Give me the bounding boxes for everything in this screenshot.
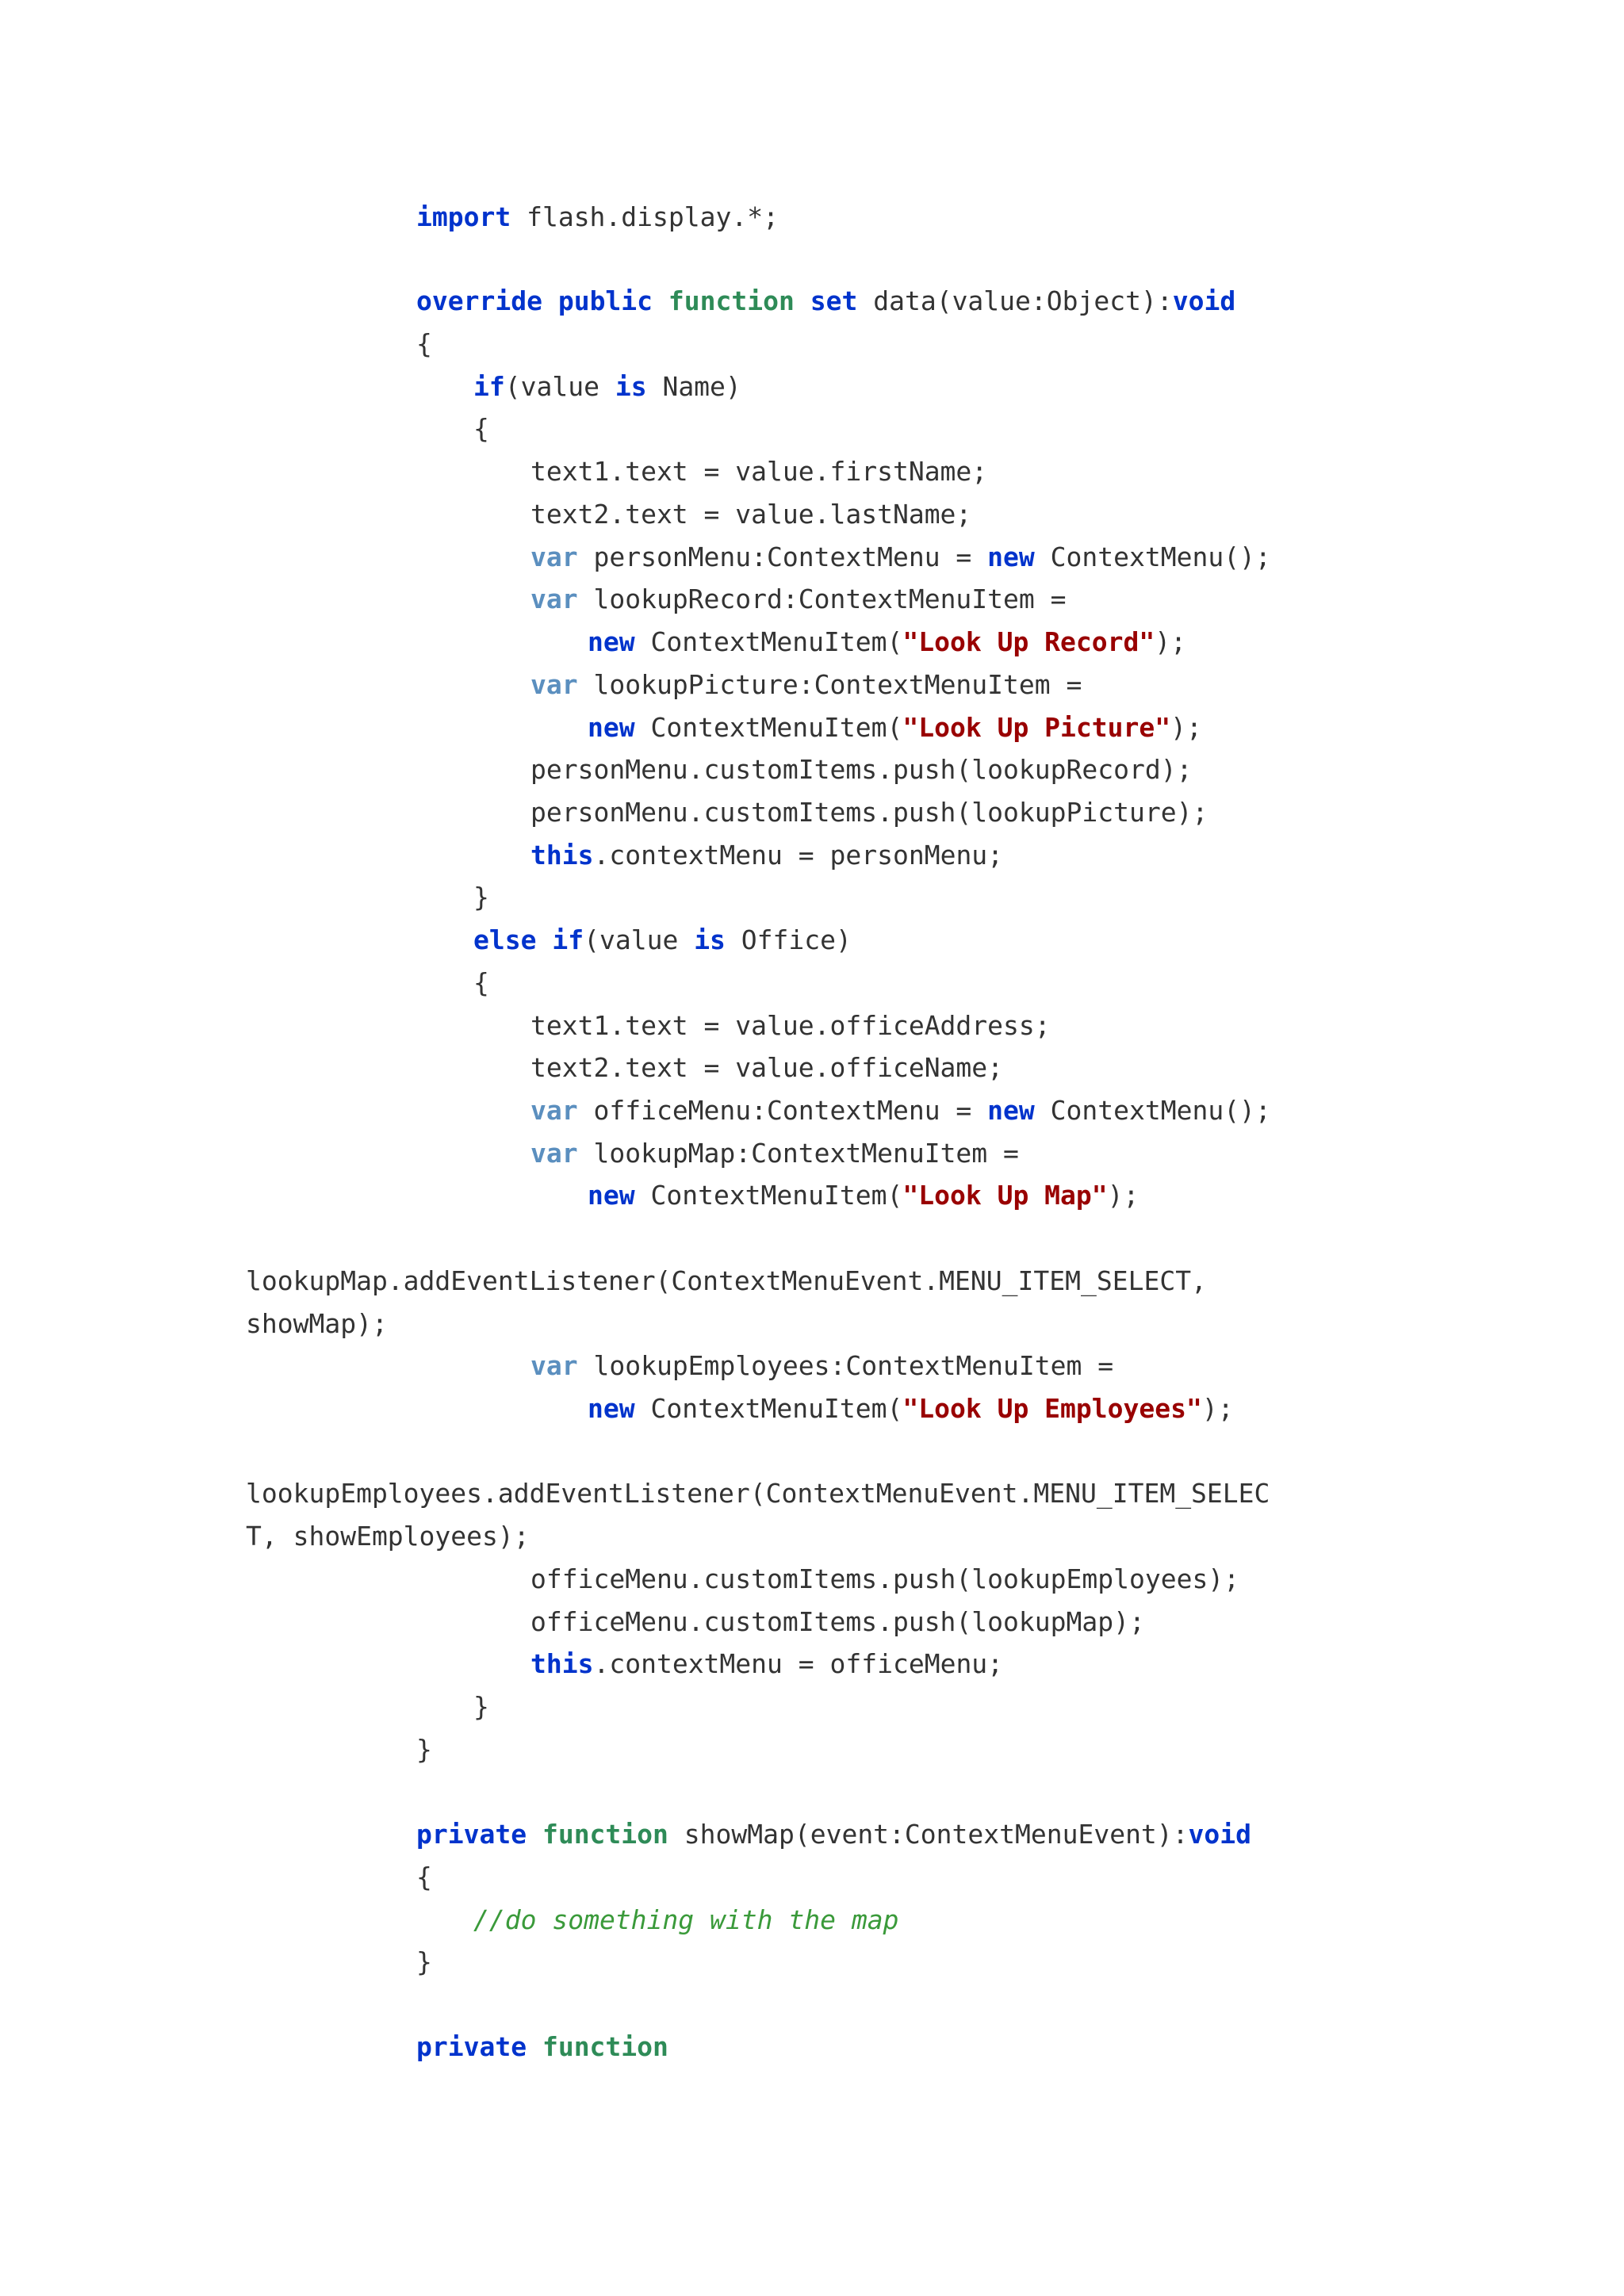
- code-keyword: function: [542, 2031, 668, 2062]
- code-line: [246, 1264, 1207, 1299]
- code-keyword: var: [530, 1350, 578, 1381]
- code-keyword: function: [668, 285, 795, 316]
- code-line: [530, 1605, 1145, 1640]
- code-keyword: var: [530, 541, 578, 572]
- code-text: ContextMenuItem(: [634, 1393, 903, 1424]
- code-string: "Look Up Map": [902, 1180, 1108, 1211]
- code-text: [795, 285, 810, 316]
- code-keyword: private: [416, 2031, 527, 2062]
- code-keyword: this: [530, 840, 594, 871]
- code-text: text2.text = value.officeName;: [530, 1052, 1004, 1083]
- code-text: lookupEmployees:ContextMenuItem =: [577, 1350, 1114, 1381]
- code-line: [473, 411, 489, 446]
- code-line: [530, 1136, 1019, 1171]
- code-line: [416, 1732, 432, 1767]
- code-text: );: [1170, 712, 1202, 743]
- code-line: [246, 1519, 530, 1554]
- code-line: [416, 1860, 432, 1895]
- code-text: }: [416, 1946, 432, 1977]
- code-line: [473, 966, 489, 1001]
- code-text: {: [473, 413, 489, 444]
- code-text: officeMenu.customItems.push(lookupMap);: [530, 1606, 1145, 1637]
- code-keyword: new: [588, 1393, 635, 1424]
- code-line: [473, 369, 741, 404]
- code-text: );: [1201, 1393, 1234, 1424]
- code-text: personMenu.customItems.push(lookupPicture);: [530, 797, 1208, 828]
- code-text: T, showEmployees);: [246, 1521, 530, 1552]
- code-text: {: [416, 1862, 432, 1892]
- code-text: [542, 285, 558, 316]
- code-text: (value: [504, 371, 615, 402]
- code-keyword: override: [416, 285, 542, 316]
- code-line: [588, 1391, 1234, 1426]
- code-string: "Look Up Employees": [902, 1393, 1202, 1424]
- code-line: [416, 200, 779, 235]
- code-text: [536, 924, 552, 955]
- code-keyword: is: [615, 371, 647, 402]
- code-text: );: [1155, 626, 1187, 657]
- code-line: [473, 880, 489, 915]
- code-line: [588, 710, 1202, 745]
- code-line: [246, 1307, 388, 1341]
- code-line: [530, 1050, 1003, 1085]
- code-text: [653, 285, 668, 316]
- code-keyword: new: [987, 541, 1035, 572]
- code-text: {: [416, 328, 432, 359]
- code-line: [530, 582, 1067, 617]
- code-keyword: void: [1172, 285, 1236, 316]
- code-text: );: [1107, 1180, 1139, 1211]
- code-text: lookupMap.addEventListener(ContextMenuEvent.MENU_ITEM_SELECT,: [246, 1265, 1207, 1296]
- code-line: [530, 1093, 1271, 1128]
- code-comment: //do something with the map: [473, 1904, 899, 1935]
- code-text: .contextMenu = personMenu;: [593, 840, 1004, 871]
- code-keyword: void: [1188, 1819, 1252, 1850]
- code-text: ContextMenu();: [1034, 1095, 1271, 1126]
- code-text: showMap);: [246, 1308, 388, 1339]
- code-text: ContextMenuItem(: [634, 1180, 903, 1211]
- code-text: lookupRecord:ContextMenuItem =: [577, 584, 1067, 614]
- code-text: (value: [584, 924, 695, 955]
- code-line: [246, 1476, 1270, 1511]
- code-keyword: private: [416, 1819, 527, 1850]
- code-line: [473, 1903, 898, 1938]
- code-line: [416, 1817, 1251, 1852]
- code-keyword: set: [810, 285, 858, 316]
- code-text: }: [473, 1691, 489, 1722]
- code-line: [416, 1945, 432, 1980]
- code-text: personMenu.customItems.push(lookupRecord);: [530, 754, 1193, 785]
- code-keyword: var: [530, 584, 578, 614]
- code-text: }: [473, 882, 489, 913]
- code-text: Name): [646, 371, 741, 402]
- code-text: [527, 1819, 542, 1850]
- code-line: [530, 795, 1208, 830]
- code-text: [527, 2031, 542, 2062]
- code-string: "Look Up Picture": [902, 712, 1171, 743]
- code-keyword: public: [557, 285, 653, 316]
- code-text: lookupMap:ContextMenuItem =: [577, 1138, 1019, 1169]
- code-line: [473, 1689, 489, 1724]
- code-text: officeMenu:ContextMenu =: [577, 1095, 988, 1126]
- code-text: ContextMenu();: [1034, 541, 1271, 572]
- code-keyword: import: [416, 201, 511, 232]
- code-line: [588, 625, 1186, 660]
- code-line: [530, 752, 1192, 787]
- code-text: text2.text = value.lastName;: [530, 499, 972, 530]
- code-text: lookupEmployees.addEventListener(ContextMenuEvent.MENU_ITEM_SELEC: [246, 1478, 1270, 1509]
- code-text: ContextMenuItem(: [634, 626, 903, 657]
- code-text: data(value:Object):: [857, 285, 1173, 316]
- code-keyword: new: [588, 1180, 635, 1211]
- code-keyword: if: [473, 371, 505, 402]
- code-line: [588, 1178, 1139, 1213]
- code-text: lookupPicture:ContextMenuItem =: [577, 669, 1082, 700]
- code-keyword: else: [473, 924, 537, 955]
- code-text: officeMenu.customItems.push(lookupEmployees);: [530, 1563, 1240, 1594]
- code-text: }: [416, 1734, 432, 1765]
- code-keyword: new: [588, 712, 635, 743]
- code-line: [530, 838, 1003, 873]
- code-line: [530, 540, 1271, 575]
- code-text: flash.display.*;: [511, 201, 779, 232]
- code-line: [530, 1008, 1051, 1043]
- code-string: "Look Up Record": [902, 626, 1155, 657]
- code-line: [530, 1349, 1113, 1383]
- code-text: Office): [725, 924, 852, 955]
- code-keyword: new: [588, 626, 635, 657]
- code-text: showMap(event:ContextMenuEvent):: [668, 1819, 1189, 1850]
- code-line: [530, 1647, 1003, 1682]
- code-line: [416, 327, 432, 362]
- code-keyword: var: [530, 1095, 578, 1126]
- code-line: [416, 2030, 668, 2064]
- code-keyword: if: [552, 924, 584, 955]
- code-line: [530, 668, 1082, 702]
- code-keyword: function: [542, 1819, 668, 1850]
- code-text: text1.text = value.firstName;: [530, 456, 988, 487]
- code-text: ContextMenuItem(: [634, 712, 903, 743]
- code-keyword: var: [530, 1138, 578, 1169]
- code-keyword: this: [530, 1648, 594, 1679]
- code-keyword: new: [987, 1095, 1035, 1126]
- code-line: [530, 1562, 1239, 1597]
- code-text: personMenu:ContextMenu =: [577, 541, 988, 572]
- code-line: [416, 284, 1235, 319]
- code-line: [473, 923, 852, 958]
- code-text: {: [473, 967, 489, 998]
- code-keyword: var: [530, 669, 578, 700]
- code-line: [530, 454, 987, 489]
- code-keyword: is: [694, 924, 726, 955]
- code-text: text1.text = value.officeAddress;: [530, 1010, 1051, 1041]
- code-line: [530, 497, 971, 532]
- code-text: .contextMenu = officeMenu;: [593, 1648, 1004, 1679]
